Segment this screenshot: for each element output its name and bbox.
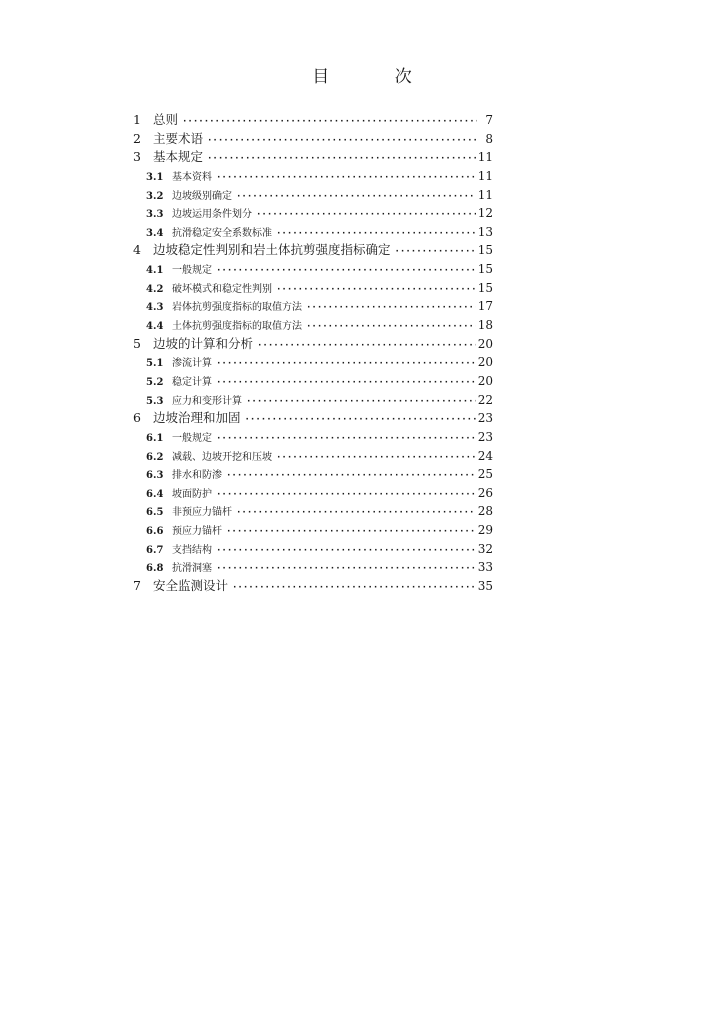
- toc-entry-title: 边坡治理和加固: [153, 410, 241, 426]
- toc-chapter-row[interactable]: [133, 130, 493, 149]
- toc-section-row[interactable]: [133, 447, 493, 466]
- toc-entry-page: 13: [477, 224, 493, 239]
- toc-entry-number: 2: [133, 130, 141, 146]
- toc-dot-leader: [256, 206, 476, 225]
- toc-entry-page: 32: [477, 541, 493, 556]
- toc-entry-page: 17: [477, 299, 493, 314]
- toc-dot-leader: [216, 560, 476, 579]
- toc-entry-number: 5: [133, 335, 141, 351]
- toc-dot-leader: [306, 318, 476, 337]
- toc-entry-page: 26: [477, 485, 493, 500]
- toc-entry-number: 3.3: [146, 209, 164, 221]
- toc-entry-number: 6.7: [146, 544, 164, 556]
- toc-entry-title: 边坡的计算和分析: [153, 335, 254, 351]
- toc-entry-title: 一般规定: [172, 265, 212, 277]
- toc-entry-number: 6.6: [146, 526, 164, 538]
- toc-dot-leader: [182, 113, 477, 132]
- toc-entry-title: 排水和防渗: [172, 470, 222, 482]
- toc-entry-title: 应力和变形计算: [172, 395, 242, 407]
- toc-entry-page: 11: [477, 187, 493, 202]
- toc-dot-leader: [216, 486, 476, 505]
- toc-entry-number: 6.8: [146, 563, 164, 575]
- toc-section-row[interactable]: [133, 521, 493, 540]
- toc-entry-title: 边坡运用条件划分: [172, 209, 252, 221]
- toc-entry-page: 29: [477, 523, 493, 538]
- toc-section-row[interactable]: [133, 316, 493, 335]
- toc-section-row[interactable]: [133, 260, 493, 279]
- toc-entry-title: 总则: [153, 112, 179, 127]
- toc-dot-leader: [245, 411, 476, 430]
- toc-entry-number: 3: [133, 149, 141, 165]
- toc-entry-number: 4.2: [146, 283, 164, 295]
- toc-entry-page: 11: [477, 150, 493, 165]
- toc-dot-leader: [216, 374, 476, 393]
- toc-entry-number: 3.1: [146, 171, 164, 183]
- toc-dot-leader: [216, 262, 476, 281]
- toc-entry-number: 6.4: [146, 488, 164, 500]
- toc-dot-leader: [395, 243, 476, 262]
- toc-entry-page: 28: [477, 504, 493, 519]
- toc-dot-leader: [207, 150, 476, 169]
- toc-entry-number: 4.4: [146, 321, 164, 333]
- toc-dot-leader: [216, 430, 476, 449]
- toc-entry-page: 23: [477, 411, 493, 426]
- toc-dot-leader: [236, 504, 476, 523]
- toc-section-row[interactable]: [133, 167, 493, 186]
- page-title: 目 次: [312, 67, 442, 87]
- toc-entry-page: 24: [477, 448, 493, 463]
- toc-dot-leader: [226, 467, 476, 486]
- toc-dot-leader: [232, 579, 476, 598]
- toc-dot-leader: [246, 393, 476, 412]
- toc-chapter-row[interactable]: [133, 241, 493, 260]
- toc-chapter-row[interactable]: [133, 111, 493, 130]
- toc-dot-leader: [207, 132, 477, 151]
- toc-chapter-row[interactable]: [133, 335, 493, 354]
- toc-entry-title: 一般规定: [172, 432, 212, 444]
- toc-section-row[interactable]: [133, 484, 493, 503]
- toc-entry-number: 3.4: [146, 227, 164, 239]
- toc-entry-title: 岩体抗剪强度指标的取值方法: [172, 302, 302, 314]
- toc-entry-number: 6.3: [146, 470, 164, 482]
- toc-dot-leader: [276, 449, 476, 468]
- toc-entry-number: 5.3: [146, 395, 164, 407]
- toc-entry-number: 7: [133, 578, 141, 594]
- toc-chapter-row[interactable]: [133, 148, 493, 167]
- toc-section-row[interactable]: [133, 428, 493, 447]
- toc-dot-leader: [226, 523, 476, 542]
- toc-entry-number: 4: [133, 242, 141, 258]
- toc-entry-number: 5.2: [146, 376, 164, 388]
- toc-dot-leader: [216, 355, 476, 374]
- toc-entry-number: 6.1: [146, 432, 164, 444]
- toc-section-row[interactable]: [133, 204, 493, 223]
- toc-chapter-row[interactable]: [133, 409, 493, 428]
- toc-entry-number: 4.1: [146, 265, 164, 277]
- toc-entry-number: 6.2: [146, 451, 164, 463]
- toc-entry-title: 预应力锚杆: [172, 526, 222, 538]
- toc-entry-page: 15: [477, 243, 493, 258]
- toc-entry-number: 3.2: [146, 190, 164, 202]
- toc-entry-page: 23: [477, 429, 493, 444]
- toc-section-row[interactable]: [133, 223, 493, 242]
- toc-entry-page: 12: [477, 206, 493, 221]
- toc-entry-title: 基本资料: [172, 171, 212, 183]
- toc-section-row[interactable]: [133, 186, 493, 205]
- toc-entry-title: 减载、边坡开挖和压坡: [172, 451, 272, 463]
- toc-entry-page: 20: [477, 336, 493, 351]
- toc-entry-page: 15: [477, 280, 493, 295]
- toc-entry-title: 主要术语: [153, 130, 204, 146]
- toc-dot-leader: [306, 299, 476, 318]
- toc-dot-leader: [236, 188, 476, 207]
- toc-entry-title: 抗滑洞塞: [172, 563, 212, 575]
- toc-entry-title: 边坡级别确定: [172, 190, 232, 202]
- toc-entry-number: 6: [133, 410, 141, 426]
- toc-entry-page: 20: [477, 355, 493, 370]
- toc-entry-title: 稳定计算: [172, 376, 212, 388]
- toc-section-row[interactable]: [133, 372, 493, 391]
- toc-entry-number: 5.1: [146, 358, 164, 370]
- toc-entry-title: 破坏模式和稳定性判别: [172, 283, 272, 295]
- toc-entry-title: 基本规定: [153, 149, 204, 165]
- toc-chapter-row[interactable]: [133, 577, 493, 596]
- toc-entry-title: 土体抗剪强度指标的取值方法: [172, 321, 302, 333]
- toc-dot-leader: [276, 281, 476, 300]
- toc-entry-number: 1: [133, 112, 141, 127]
- toc-entry-page: 22: [477, 392, 493, 407]
- toc-section-row[interactable]: [133, 297, 493, 316]
- toc-section-row[interactable]: [133, 353, 493, 372]
- toc-section-row[interactable]: [133, 279, 493, 298]
- toc-entry-title: 支挡结构: [172, 544, 212, 556]
- toc-entry-number: 6.5: [146, 507, 164, 519]
- toc-entry-page: 18: [477, 318, 493, 333]
- toc-entry-page: 33: [477, 560, 493, 575]
- toc-dot-leader: [216, 542, 476, 561]
- toc-section-row[interactable]: [133, 540, 493, 559]
- toc-section-row[interactable]: [133, 558, 493, 577]
- toc-entry-page: 8: [485, 131, 493, 146]
- toc-dot-leader: [216, 169, 476, 188]
- toc-entry-page: 11: [477, 168, 493, 183]
- toc-entry-page: 35: [477, 579, 493, 594]
- toc-entry-title: 边坡稳定性判别和岩土体抗剪强度指标确定: [153, 242, 391, 258]
- table-of-contents: [133, 111, 493, 596]
- toc-entry-title: 坡面防护: [172, 488, 212, 500]
- toc-section-row[interactable]: [133, 465, 493, 484]
- toc-entry-page: 15: [477, 262, 493, 277]
- toc-entry-page: 20: [477, 373, 493, 388]
- toc-entry-title: 抗滑稳定安全系数标准: [172, 227, 272, 239]
- toc-dot-leader: [257, 337, 476, 356]
- toc-entry-title: 安全监测设计: [153, 578, 229, 594]
- toc-entry-page: 7: [485, 113, 493, 127]
- toc-entry-title: 非预应力锚杆: [172, 507, 232, 519]
- toc-entry-number: 4.3: [146, 302, 164, 314]
- toc-entry-title: 渗流计算: [172, 358, 212, 370]
- toc-section-row[interactable]: [133, 502, 493, 521]
- toc-section-row[interactable]: [133, 391, 493, 410]
- toc-entry-page: 25: [477, 467, 493, 482]
